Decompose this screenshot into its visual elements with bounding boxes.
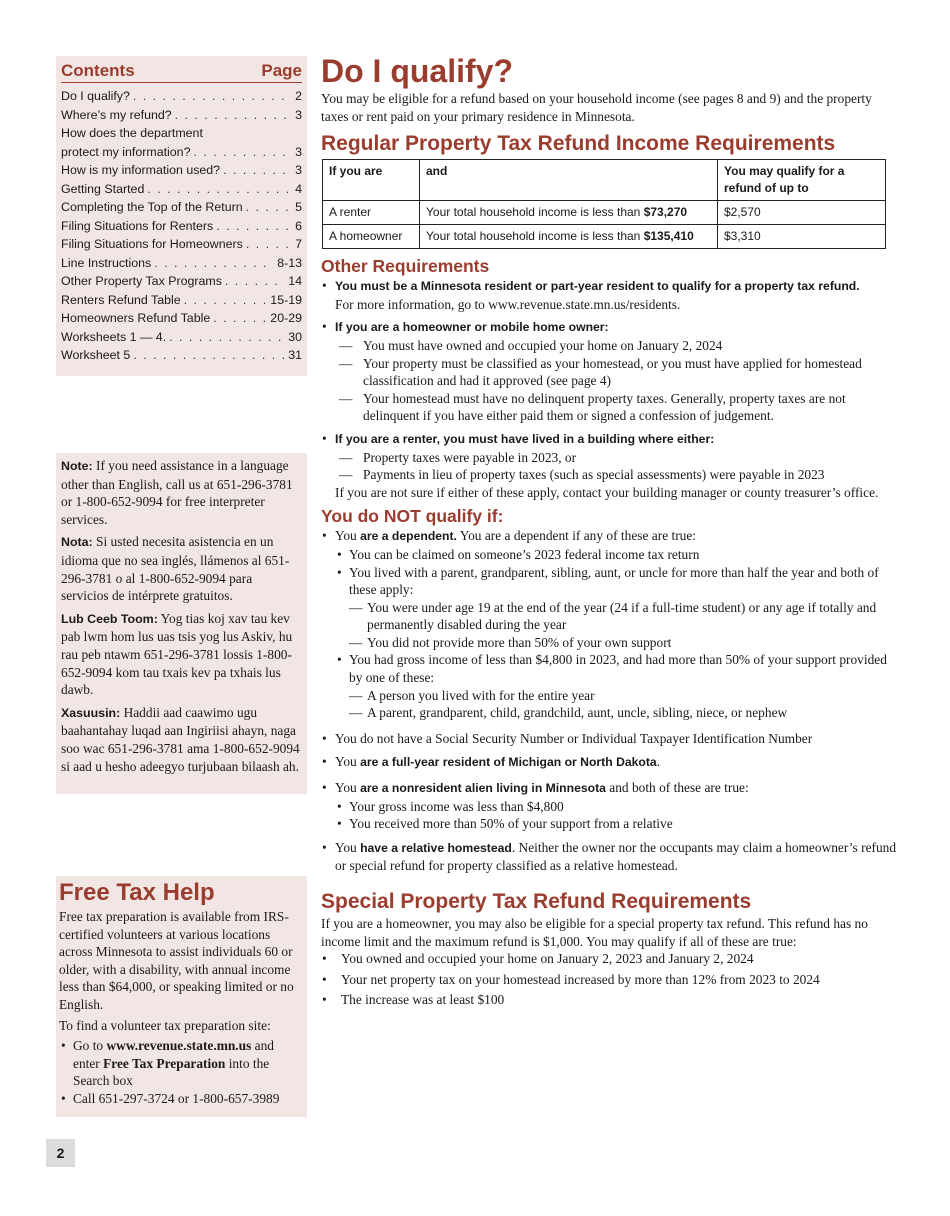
text: You are a dependent if any of these are true:: [456, 528, 697, 544]
contents-item-title: Renters Refund Table: [61, 292, 181, 307]
table-header-row: [323, 160, 886, 201]
dot-leader: [154, 254, 274, 273]
table-cell: A renter: [323, 201, 420, 225]
table-header: You may qualify for a refund of up to: [718, 160, 886, 201]
table-row: [323, 225, 886, 249]
contents-item[interactable]: [61, 254, 302, 273]
note-spanish-label: Nota:: [61, 535, 93, 550]
regular-requirements-title: Regular Property Tax Refund Income Requirements: [321, 132, 836, 156]
note-hmong: [61, 610, 302, 699]
list-subitem: — Your property must be classified as your homestead, or you must have applied for homestead classification and had it approved (see page 4): [321, 355, 897, 390]
page-title: Do I qualify?: [321, 53, 513, 89]
contents-item-title: Filing Situations for Homeowners: [61, 237, 243, 251]
contents-item-page: 2: [295, 89, 302, 103]
text: For more information, go to www.revenue.state.mn.us/residents.: [335, 296, 681, 312]
contents-page-label: Page: [261, 61, 302, 80]
list-subitem: — Property taxes were payable in 2023, or: [321, 449, 897, 467]
contents-item[interactable]: [61, 217, 302, 236]
contents-item[interactable]: [61, 106, 302, 125]
contents-item[interactable]: [61, 235, 302, 254]
list-subitem: • You lived with a parent, grandparent, sibling, aunt, or uncle for more than half the year and both of these apply:: [321, 564, 897, 599]
contents-item-title: Line Instructions: [61, 255, 152, 270]
table-row: [323, 201, 886, 225]
table-cell: [420, 225, 718, 249]
contents-item[interactable]: [61, 309, 302, 328]
special-intro: If you are a homeowner, you may also be eligible for a special property tax refund. This refund has no income limit and the maximum refund is $1,000. You may qualify if all of these are true:: [321, 916, 868, 949]
contents-item-title: How is my information used?: [61, 163, 221, 177]
note-english: [61, 457, 302, 528]
contents-item-page: 3: [295, 144, 302, 159]
contents-item[interactable]: [61, 180, 302, 199]
contents-item-page: 7: [295, 237, 302, 251]
text: $135,410: [643, 229, 694, 244]
note-english-text: If you need assistance in a language other than English, call us at 651-296-3781 or 1-800-652-9094 for free interpreter services.: [61, 458, 293, 527]
search-term: Free Tax Preparation: [103, 1055, 226, 1071]
note-spanish-text: Si usted necesita asistencia en un idioma que no sea inglés, llámenos al 651-296-3781 o al 1-800-652-9094 para servicios de intérprete gratuitos.: [61, 534, 290, 604]
free-tax-help-item: [59, 1037, 304, 1090]
contents-item-page: 14: [288, 274, 302, 288]
list-subsubitem: — A parent, grandparent, child, grandchild, aunt, uncle, sibling, niece, or nephew: [321, 704, 897, 722]
dot-leader: [246, 198, 292, 217]
list-item: [321, 277, 897, 313]
list-subsubitem: — You did not provide more than 50% of your own support: [321, 634, 897, 652]
contents-item[interactable]: [61, 346, 302, 365]
list-item: [321, 779, 897, 798]
table-cell: A homeowner: [323, 225, 420, 249]
text: into the Search box: [73, 1055, 270, 1089]
page-number: 2: [46, 1139, 75, 1167]
list-item: [321, 839, 897, 875]
list-item: [321, 430, 897, 449]
special-requirements-title: Special Property Tax Refund Requirements: [321, 890, 752, 913]
dot-leader: [133, 87, 292, 106]
contents-item-page: 5: [295, 200, 302, 214]
list-subsubitem: — A person you lived with for the entire year: [321, 687, 897, 705]
contents-item-page: 30: [288, 329, 302, 344]
other-requirements-title: Other Requirements: [321, 256, 490, 277]
list-subitem: • You can be claimed on someone’s 2023 federal income tax return: [321, 546, 897, 564]
list-subitem: — Payments in lieu of property taxes (such as special assessments) were payable in 2023: [321, 466, 897, 484]
text: Go to: [73, 1038, 107, 1054]
contents-item[interactable]: [61, 272, 302, 291]
dot-leader: [147, 180, 292, 199]
main-content: [321, 52, 897, 1009]
text: If you are a homeowner or mobile home owner:: [335, 320, 609, 335]
revenue-website-link[interactable]: www.revenue.state.mn.us: [106, 1038, 252, 1054]
list-item: • The increase was at least $100: [321, 991, 897, 1009]
intro-text: You may be eligible for a refund based on your household income (see pages 8 and 9) and the property taxes or rent paid on your primary residence in Minnesota.: [321, 91, 872, 124]
text: and both of these are true:: [605, 780, 749, 796]
free-tax-help-list: [59, 1037, 304, 1107]
contents-item-page: 4: [295, 181, 302, 196]
contents-item[interactable]: [61, 198, 302, 217]
list-item: • You owned and occupied your home on January 2, 2023 and January 2, 2024: [321, 950, 897, 968]
contents-item[interactable]: [61, 291, 302, 310]
contents-item-title: protect my information?: [61, 144, 191, 159]
free-tax-help-intro: Free tax preparation is available from IRS-certified volunteers at various locations across Minnesota to assist individuals 60 or older, with a disability, with annual income less than $64,000, or speaking limited or no English.: [59, 909, 294, 1012]
free-tax-help-title: Free Tax Help: [59, 879, 215, 906]
contents-item-page: 3: [295, 163, 302, 177]
text: are a nonresident alien living in Minnesota: [360, 781, 606, 796]
contents-item[interactable]: [61, 143, 302, 162]
dot-leader: [133, 346, 285, 365]
dot-leader: [223, 161, 292, 180]
text: If you are a renter, you must have lived in a building where either:: [335, 431, 715, 446]
dot-leader: [175, 106, 292, 125]
note-somali-label: Xasuusin:: [61, 705, 121, 720]
contents-item[interactable]: [61, 161, 302, 180]
free-tax-help-item: • Call 651-297-3724 or 1-800-657-3989: [59, 1090, 304, 1108]
contents-item-title: Completing the Top of the Return: [61, 200, 243, 214]
list-item: • You do not have a Social Security Number or Individual Taxpayer Identification Number: [321, 730, 897, 748]
contents-item-title: Worksheets 1 — 4.: [61, 329, 167, 344]
contents-item-title: Filing Situations for Renters: [61, 218, 214, 233]
table-cell: [420, 201, 718, 225]
contents-item-page: 6: [295, 218, 302, 233]
list-item: [321, 753, 897, 772]
contents-item-page: 20-29: [270, 311, 302, 325]
note-english-label: Note:: [61, 459, 93, 473]
list-subitem: — Your homestead must have no delinquent property taxes. Generally, property taxes are not delinquent if you have either paid them or signed a confession of judgement.: [321, 390, 897, 425]
text: are a dependent.: [360, 529, 457, 544]
contents-item-title: Where’s my refund?: [61, 107, 172, 122]
not-qualify-title: You do NOT qualify if:: [321, 506, 504, 527]
contents-box: [56, 56, 307, 376]
text: Your total household income is less than: [426, 229, 644, 244]
contents-item-title: Homeowners Refund Table: [61, 311, 211, 325]
language-note-box: [56, 453, 307, 794]
list-item: [321, 318, 897, 337]
list-subitem: • Your gross income was less than $4,800: [321, 798, 897, 816]
free-tax-help-find: To find a volunteer tax preparation site:: [59, 1017, 271, 1033]
contents-item-page: 15-19: [270, 292, 302, 307]
note-somali-text: Haddii aad caawimo ugu baahantahay luqad aan Ingiriisi ahayn, naga soo wac 651-296-3781 ama 1-800-652-9094 si aad u hesho adeegyo turjubaan bilaash ah.: [61, 704, 300, 774]
renter-more-info: If you are not sure if either of these apply, contact your building manager or county treasurer’s office.: [335, 484, 879, 500]
table-header: If you are: [323, 160, 420, 201]
dot-leader: [169, 328, 285, 347]
contents-item[interactable]: [61, 124, 302, 143]
text: Your total household income is less than: [426, 205, 644, 220]
table-cell: $3,310: [718, 225, 886, 249]
dot-leader: [184, 291, 268, 310]
contents-item-title: Getting Started: [61, 181, 145, 196]
dot-leader: [216, 217, 292, 236]
contents-item[interactable]: [61, 87, 302, 106]
income-requirements-table: [322, 159, 886, 249]
text: are a full-year resident of Michigan or North Dakota: [360, 755, 657, 770]
dot-leader: [225, 272, 285, 291]
contents-list: [61, 87, 302, 365]
text: $73,270: [643, 205, 688, 220]
note-hmong-label: Lub Ceeb Toom:: [61, 611, 158, 626]
list-subsubitem: — You were under age 19 at the end of the year (24 if a full-time student) or any age if totally and permanently disabled during the year: [321, 599, 897, 634]
note-somali: [61, 704, 302, 775]
text: and enter: [73, 1038, 274, 1071]
table-header: and: [420, 160, 718, 201]
contents-header: [61, 60, 302, 83]
text: You: [335, 754, 361, 770]
text: have a relative homestead: [360, 840, 512, 855]
text: .: [656, 754, 661, 770]
note-spanish: [61, 533, 302, 604]
contents-item-page: 31: [288, 348, 302, 362]
free-tax-help-box: [56, 876, 307, 1117]
text: . Neither the owner nor the occupants may claim a homeowner’s refund or special refund for property classified as a relative homestead.: [335, 839, 897, 874]
contents-item-page: 3: [295, 107, 302, 122]
list-subitem: • You had gross income of less than $4,800 in 2023, and had more than 50% of your support provided by one of these:: [321, 651, 897, 686]
contents-item-page: 8-13: [277, 255, 302, 270]
contents-item-title: How does the department: [61, 126, 203, 140]
text: You: [335, 780, 361, 796]
dot-leader: [193, 143, 292, 162]
list-subitem: — You must have owned and occupied your home on January 2, 2024: [321, 337, 897, 355]
text: You must be a Minnesota resident or part-year resident to qualify for a property tax refund.: [335, 279, 860, 294]
contents-title: Contents: [61, 61, 135, 80]
contents-item-title: Other Property Tax Programs: [61, 274, 222, 288]
list-item: [321, 527, 897, 546]
note-hmong-text: Yog tias koj xav tau kev pab lwm hom lus uas tsis yog lus Askiv, hu rau peb ntawm 651-296-3781 lossis 1-800-652-9094 kom tau txais kev pa txhais lus dawb.: [61, 610, 293, 698]
text: You: [335, 528, 361, 544]
dot-leader: [213, 309, 267, 328]
dot-leader: [246, 235, 292, 254]
text: You: [335, 839, 361, 855]
contents-item-title: Do I qualify?: [61, 89, 130, 103]
list-item: • Your net property tax on your homestead increased by more than 12% from 2023 to 2024: [321, 971, 897, 989]
contents-item[interactable]: [61, 328, 302, 347]
list-subitem: • You received more than 50% of your support from a relative: [321, 815, 897, 833]
contents-item-title: Worksheet 5: [61, 348, 131, 362]
table-cell: $2,570: [718, 201, 886, 225]
